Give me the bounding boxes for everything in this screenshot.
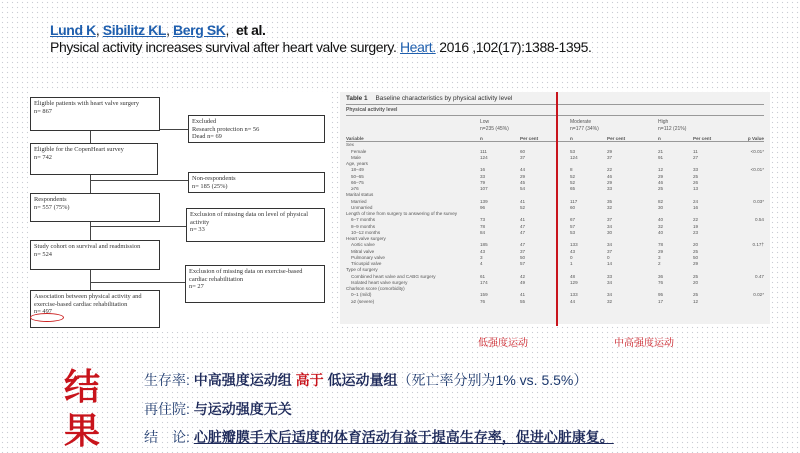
table-cell: 47: [520, 229, 526, 235]
column-header: Variable: [346, 136, 364, 141]
table-cell: 66–75: [351, 179, 364, 185]
table-cell: 25: [693, 292, 699, 298]
table-cell: 57: [570, 223, 576, 229]
table-cell: 76: [658, 279, 664, 285]
table-cell: 95: [658, 292, 664, 298]
label: 再住院:: [144, 401, 190, 417]
flow-box: [30, 240, 160, 270]
box-text: Non-respondents: [192, 175, 236, 182]
table-cell: 52: [570, 173, 576, 179]
group-header: [346, 116, 764, 136]
table-cell: 117: [570, 198, 578, 204]
box-text: n= 742: [34, 153, 52, 161]
table-subtitle: Physical activity level: [346, 105, 764, 116]
table-cell: 37: [520, 248, 526, 254]
box-text: Respondents: [34, 196, 67, 203]
divider-line: [556, 92, 558, 326]
box-text: n= 867: [34, 107, 52, 115]
table-cell: Married: [351, 198, 367, 204]
table-cell: 30: [658, 204, 664, 210]
label: 生存率:: [144, 372, 190, 388]
table-cell: 107: [480, 186, 488, 191]
table-cell: Marital status: [346, 192, 374, 198]
table-cell: 0.03*: [753, 198, 764, 204]
table-cell: 0: [570, 254, 573, 260]
table-cell: 20: [693, 242, 699, 248]
table-cell: 16: [480, 167, 486, 173]
exclusion-box: [186, 208, 325, 242]
table-cell: 35: [607, 198, 613, 204]
table-cell: ≥2 (severe): [351, 298, 375, 304]
box-text: Eligible patients with heart valve surgery: [34, 100, 140, 107]
table-title: Baseline characteristics by physical activity level: [375, 95, 513, 102]
table-cell: 18–49: [351, 167, 364, 173]
table-cell: 0–1 (mild): [351, 292, 372, 298]
table-cell: 0.02*: [753, 292, 764, 298]
box-text: Excluded: [192, 118, 217, 125]
table-cell: 54: [520, 186, 526, 191]
table-cell: 53: [570, 148, 576, 154]
table-cell: 14: [607, 261, 613, 266]
table-cell: 0.17†: [752, 242, 764, 248]
box-text: Exclusion of missing data on exercise-based cardiac rehabilitation: [189, 268, 303, 283]
result-conclusion: [144, 427, 614, 447]
table-cell: 43: [570, 248, 576, 254]
citation: Lund K, Sibilitz KL, Berg SK, et al. Physical activity increases survival after heart valve surgery. Heart. 2016 ,102(17):1388-1395.: [50, 22, 592, 55]
flow-branch: [90, 226, 186, 227]
table-cell: 49: [520, 279, 526, 285]
group-high: High: [658, 119, 669, 125]
column-header: n: [658, 136, 661, 141]
column-header: n: [570, 136, 573, 141]
table-cell: 91: [658, 154, 664, 160]
flowchart: [28, 92, 330, 332]
table-cell: Female: [351, 148, 367, 154]
table-cell: 41: [520, 292, 526, 298]
table-cell: 73: [480, 217, 486, 223]
table-cell: 22: [607, 167, 613, 173]
box-text: Study cohort on survival and readmission: [34, 243, 141, 250]
table-cell: Aortic valve: [351, 242, 375, 248]
table-cell: 1: [570, 261, 573, 266]
author-link[interactable]: Sibilitz KL: [102, 22, 167, 38]
table-cell: 25: [658, 186, 664, 191]
table-cell: 139: [480, 198, 488, 204]
table-cell: 6–7 months: [351, 217, 376, 223]
table-cell: 55: [520, 298, 526, 304]
table-cell: 33: [480, 173, 486, 179]
table-cell: Unmarried: [351, 204, 373, 210]
table-cell: 46: [658, 179, 664, 185]
table-cell: 41: [520, 217, 526, 223]
table-cell: 53: [570, 229, 576, 235]
table-cell: 60: [570, 204, 576, 210]
table-cell: 21: [658, 148, 664, 154]
group-low: Low: [480, 119, 490, 125]
group-moderate-n: n=177 (34%): [570, 126, 599, 132]
table-cell: 50–65: [351, 173, 364, 179]
table-cell: 8–9 months: [351, 223, 376, 229]
table-cell: 50: [520, 254, 526, 260]
table-cell: 16: [693, 204, 699, 210]
table-cell: 33: [607, 273, 613, 279]
label: 结 论:: [144, 429, 190, 445]
reference: 2016 ,102(17):1388-1395.: [439, 39, 592, 55]
table-cell: 29: [607, 148, 613, 154]
table-cell: 37: [520, 154, 526, 160]
table-cell: Length of time from surgery to answering of the survey: [346, 211, 458, 216]
flow-box: [30, 97, 160, 131]
table-cell: 4: [480, 261, 483, 266]
table-cell: 37: [607, 154, 613, 160]
flow-box: [30, 290, 160, 328]
table-cell: 8: [570, 167, 573, 173]
text: 低运动量组: [327, 372, 398, 388]
table-cell: 0.54: [755, 217, 764, 223]
table-cell: <0.01*: [750, 148, 764, 154]
table-cell: 47: [520, 223, 526, 229]
text: （死亡率分别为1% vs. 5.5%）: [397, 372, 588, 388]
et-al: et al.: [235, 22, 266, 38]
table-cell: 2: [658, 261, 661, 266]
table-cell: Heart valve surgery: [346, 236, 386, 241]
table-cell: 23: [693, 229, 699, 235]
table-cell: 44: [570, 298, 576, 304]
table-cell: 111: [480, 148, 487, 154]
table-cell: 124: [480, 154, 488, 160]
label-low-intensity: 低强度运动: [478, 338, 528, 349]
table-cell: 29: [658, 248, 664, 254]
box-text: n= 33: [190, 226, 205, 234]
box-text: Association between physical activity and exercise-based cardiac rehabilitation: [34, 293, 142, 308]
table-cell: 3: [658, 254, 661, 260]
table-cell: 19: [693, 223, 699, 229]
table-cell: Mitral valve: [351, 248, 375, 254]
table-cell: Tricuspid valve: [351, 261, 382, 266]
table-cell: 34: [607, 292, 613, 298]
label-high-intensity: 中高强度运动: [614, 338, 674, 349]
table-cell: 40: [658, 217, 664, 223]
table-cell: 24: [693, 198, 699, 204]
column-header: p Value: [747, 136, 764, 141]
table-cell: 30: [607, 229, 613, 235]
table-cell: Male: [351, 154, 361, 160]
column-header: Per cent: [607, 136, 626, 141]
table-cell: 34: [607, 242, 613, 248]
table-cell: 174: [480, 279, 488, 285]
table-cell: 65: [570, 186, 576, 191]
group-high-n: n=112 (21%): [658, 126, 687, 132]
table-cell: ≥76: [351, 186, 359, 191]
author-link[interactable]: Lund K: [50, 22, 96, 38]
box-text: Exclusion of missing data on level of physical activity: [190, 211, 309, 226]
table-cell: 129: [570, 279, 578, 285]
exclusion-box: [188, 115, 325, 143]
highlight-circle: [30, 313, 64, 322]
results-heading: 结果: [64, 366, 101, 451]
box-text: Dead n= 69: [192, 133, 222, 141]
table-cell: 32: [607, 298, 613, 304]
table-cell: 22: [693, 217, 699, 223]
table-cell: 79: [480, 179, 486, 185]
table-cell: 185: [480, 242, 488, 248]
table-row: [346, 299, 764, 305]
flow-box: [30, 193, 160, 222]
table-cell: 29: [607, 179, 613, 185]
table-cell: Sex: [346, 142, 354, 148]
table-cell: 52: [520, 204, 526, 210]
table-cell: 37: [607, 248, 613, 254]
table-cell: 10–12 months: [351, 229, 381, 235]
table-cell: 42: [520, 273, 526, 279]
table-cell: 20: [693, 279, 699, 285]
exclusion-box: [188, 172, 325, 193]
text: 高于: [295, 372, 324, 388]
table-cell: 27: [693, 154, 699, 160]
table-cell: 45: [520, 179, 526, 185]
result-readmission: [144, 399, 292, 419]
text: 中高强度运动组: [193, 372, 292, 388]
table-cell: 124: [570, 154, 578, 160]
table-cell: 133: [570, 242, 578, 248]
table-cell: 78: [658, 242, 664, 248]
table-cell: 46: [607, 173, 613, 179]
table-cell: 33: [607, 186, 613, 191]
table-cell: 52: [570, 179, 576, 185]
column-header: Per cent: [520, 136, 539, 141]
table-cell: 25: [693, 273, 699, 279]
paper-title: Physical activity increases survival after heart valve surgery.: [50, 39, 397, 55]
result-survival: [144, 370, 587, 390]
table-cell: <0.01*: [750, 167, 764, 173]
table-cell: 37: [607, 217, 613, 223]
table-cell: 43: [480, 248, 486, 254]
table-cell: 40: [658, 229, 664, 235]
table-cell: Age, years: [346, 161, 368, 166]
table-cell: Charlson score (comorbidity): [346, 286, 405, 291]
table-cell: 12: [658, 167, 664, 173]
column-header: Per cent: [693, 136, 712, 141]
box-text: n= 497: [34, 308, 52, 316]
table-cell: 61: [480, 273, 486, 279]
table-cell: 82: [658, 198, 664, 204]
table-cell: 57: [520, 261, 526, 266]
table-cell: 32: [658, 223, 664, 229]
flow-branch: [90, 282, 185, 283]
box-text: Eligible for the CopenHeart survey: [34, 146, 124, 153]
author-link[interactable]: Berg SK: [173, 22, 226, 38]
table-cell: 33: [693, 167, 699, 173]
table-label: Table 1: [346, 95, 368, 102]
table-cell: 25: [693, 173, 699, 179]
table-cell: 133: [570, 292, 578, 298]
table-cell: 50: [693, 254, 699, 260]
table-cell: 67: [570, 217, 576, 223]
table-cell: 34: [607, 279, 613, 285]
table-cell: 0.47: [755, 273, 764, 279]
table-cell: 29: [520, 173, 526, 179]
table-cell: 78: [480, 223, 486, 229]
flow-branch: [90, 180, 188, 181]
table-cell: 26: [693, 179, 699, 185]
text: 心脏瓣膜手术后适度的体育活动有益于提高生存率，促进心脏康复。: [193, 429, 614, 445]
table-cell: Type of surgery: [346, 267, 378, 273]
group-low-n: n=235 (45%): [480, 126, 509, 132]
box-text: n= 185 (25%): [192, 182, 228, 190]
column-header: n: [480, 136, 483, 141]
table-cell: 36: [658, 273, 664, 279]
table-cell: 25: [693, 248, 699, 254]
table-cell: 32: [607, 204, 613, 210]
box-text: n= 524: [34, 250, 52, 258]
box-text: n= 557 (75%): [34, 203, 70, 211]
table-cell: 17: [658, 298, 664, 304]
baseline-table: [340, 92, 770, 324]
box-text: Research protection n= 56: [192, 125, 260, 133]
table-cell: 12: [693, 298, 699, 304]
table-cell: Pulmonary valve: [351, 254, 385, 260]
table-cell: Combined heart valve and CABG surgery: [351, 273, 436, 279]
table-cell: 76: [480, 298, 486, 304]
table-cell: 0: [607, 254, 610, 260]
table-cell: 60: [520, 148, 526, 154]
table-cell: 48: [570, 273, 576, 279]
table-cell: 96: [480, 204, 486, 210]
table-cell: 159: [480, 292, 488, 298]
box-text: n= 27: [189, 283, 204, 291]
table-cell: 29: [693, 261, 699, 266]
journal-link[interactable]: Heart.: [399, 39, 436, 55]
table-cell: Isolated heart valve surgery: [351, 279, 408, 285]
table-cell: 44: [520, 167, 526, 173]
text: 与运动强度无关: [193, 401, 292, 417]
table-cell: 11: [693, 148, 698, 154]
table-cell: 84: [480, 229, 486, 235]
table-cell: 13: [693, 186, 699, 191]
table-cell: 47: [520, 242, 526, 248]
table-cell: 29: [658, 173, 664, 179]
table-cell: 41: [520, 198, 526, 204]
table-cell: 3: [480, 254, 483, 260]
group-moderate: Moderate: [570, 119, 592, 125]
table-cell: 34: [607, 223, 613, 229]
flow-box: [30, 143, 158, 175]
exclusion-box: [185, 265, 325, 303]
